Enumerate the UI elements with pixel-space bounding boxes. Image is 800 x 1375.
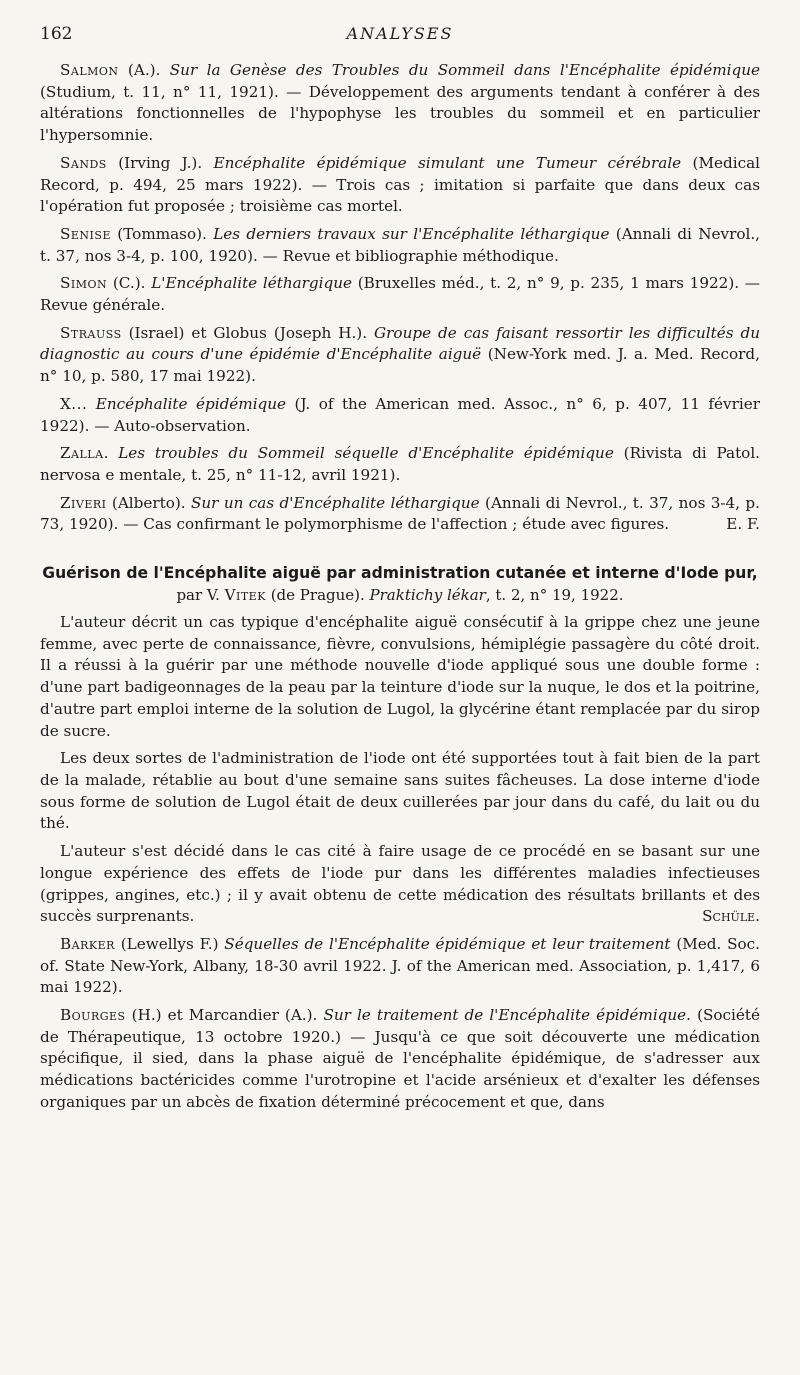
- article-author: Vitek: [224, 586, 266, 605]
- bibliography-entry: [40, 934, 760, 999]
- entry-author-rest: (H.) et Marcandier (A.).: [125, 1006, 324, 1025]
- entry-signature: E. F.: [726, 515, 760, 534]
- entry-author: Barker: [60, 934, 115, 953]
- bibliography-list: [40, 60, 760, 536]
- entry-title: Sur la Genèse des Troubles du Sommeil dans l'Encéphalite épidémique: [169, 61, 760, 79]
- bibliography-entry: [40, 60, 760, 147]
- bibliography-entry: [40, 443, 760, 486]
- entry-title: Encéphalite épidémique simulant une Tumeur cérébrale: [213, 153, 682, 172]
- entry-title: Séquelles de l'Encéphalite épidémique et leur traitement: [224, 934, 671, 953]
- article-paragraph: [40, 841, 760, 928]
- entry-author: Bourges: [60, 1006, 126, 1025]
- bibliography-entry: [40, 394, 760, 437]
- entry-rest: (Med. Soc. of. State New-York, Albany, 18-30 avril 1922. J. of the American med. Association, p. 1,417, 6 mai 1922).: [40, 934, 761, 997]
- entry-author-rest: (Israel) et Globus (Joseph H.).: [121, 323, 375, 342]
- entry-rest: (Annali di Nevrol., t. 37, nos 3-4, p. 73, 1920). — Cas confirmant le polymorphisme de l'affection ; étude avec figures.: [40, 493, 760, 534]
- entry-author-rest: (Lewellys F.): [114, 934, 225, 953]
- entry-rest: (Bruxelles méd., t. 2, n° 9, p. 235, 1 mars 1922). — Revue générale.: [40, 274, 760, 315]
- article-byline-post: (de Prague).: [265, 586, 370, 605]
- article-paragraph: Les deux sortes de l'administration de l'iode ont été supportées tout à fait bien de la part de la malade, rétablie au bout d'une semaine sans suites fâcheuses. La dose interne d'iode sous forme de solution de Lugol était de deux cuillerées par jour dans du café, du lait ou du thé.: [40, 749, 760, 833]
- entry-author: Salmon: [60, 61, 119, 79]
- article-journal: Praktichy lékar: [369, 586, 486, 605]
- entry-rest: (Medical Record, p. 494, 25 mars 1922). — Trois cas ; imitation si parfaite que dans deux cas l'opération fut proposée ; troisième cas mortel.: [40, 153, 760, 216]
- entry-title: L'Encéphalite léthargique: [151, 274, 353, 293]
- entry-author: Sands: [60, 153, 107, 172]
- entry-title: Sur le traitement de l'Encéphalite épidémique.: [323, 1006, 692, 1025]
- entry-author: X...: [60, 394, 88, 413]
- entry-rest: (Annali di Nevrol., t. 37, nos 3-4, p. 100, 1920). — Revue et bibliographie méthodique.: [40, 224, 761, 265]
- article-paragraph-text: L'auteur s'est décidé dans le cas cité à faire usage de ce procédé en se basant sur une longue expérience des effets de l'iode pur dans les différentes maladies infectieuses (grippes, angines, etc.) ; il y avait obtenu de cette médication des résultats brillants et des succès surprenants.: [40, 842, 760, 926]
- entry-author-rest: (Tommaso).: [110, 224, 214, 243]
- entry-rest: (Studium, t. 11, n° 11, 1921). — Développement des arguments tendant à conférer à des altérations fonctionnelles de l'hypophyse les troubles du sommeil et en particulier l'hypersomnie.: [40, 82, 760, 145]
- entry-author-rest: (Irving J.).: [106, 153, 214, 172]
- entry-rest: (Société de Thérapeutique, 13 octobre 1920.) — Jusqu'à ce que soit découverte une médication spécifique, il sied, dans la phase aiguë de l'encéphalite épidémique, de s'adresser aux médications bactéricides comme l'urotropine et l'acide arsénieux et d'exalter les défenses organiques par un abcès de fixation déterminé précocement et que, dans: [40, 1006, 760, 1111]
- entry-title: Les troubles du Sommeil séquelle d'Encéphalite épidémique: [118, 444, 614, 463]
- entry-author-rest: .: [103, 444, 119, 463]
- bibliography-entry: [40, 323, 760, 388]
- article-signature: Schüle.: [702, 907, 760, 926]
- entry-title: Encéphalite épidémique: [95, 394, 287, 413]
- bibliography-entry: [40, 153, 760, 218]
- bibliography-list-2: [40, 934, 760, 1114]
- bibliography-entry: [40, 1005, 760, 1114]
- entry-author: Zalla: [60, 444, 104, 463]
- bibliography-entry: [40, 493, 760, 536]
- entry-rest: (New-York med. J. a. Med. Record, n° 10, p. 580, 17 mai 1922).: [40, 345, 760, 386]
- entry-author-rest: [87, 395, 96, 413]
- entry-author: Senise: [60, 224, 111, 243]
- bibliography-entry: [40, 273, 760, 316]
- entry-author: Strauss: [60, 323, 122, 342]
- running-title: ANALYSES: [346, 24, 454, 43]
- entry-rest: (Rivista di Patol. nervosa e mentale, t. 25, n° 11-12, avril 1921).: [40, 444, 761, 484]
- entry-author-rest: (Alberto).: [106, 493, 191, 512]
- entry-rest: (J. of the American med. Assoc., n° 6, p. 407, 11 février 1922). — Auto-observation.: [40, 394, 760, 435]
- article-byline-pre: par V.: [176, 586, 225, 605]
- article-heading: [40, 562, 760, 606]
- page-body: [40, 60, 760, 1120]
- bibliography-entry: [40, 224, 760, 267]
- entry-title: Sur un cas d'Encéphalite léthargique: [191, 493, 480, 512]
- article-citation: , t. 2, n° 19, 1922.: [485, 586, 624, 605]
- page-number: 162: [40, 24, 73, 44]
- running-header: [40, 24, 760, 50]
- entry-title: Groupe de cas faisant ressortir les difficultés du diagnostic au cours d'une épidémie d'Encéphalite aiguë: [40, 323, 760, 364]
- entry-author-rest: (C.).: [107, 274, 152, 293]
- article-paragraph: L'auteur décrit un cas typique d'encéphalite aiguë consécutif à la grippe chez une jeune femme, avec perte de connaissance, fièvre, convulsions, hémiplégie passagère du côté droit. Il a réussi à la guérir par une méthode nouvelle d'iode appliqué sous une double forme : d'une part badigeonnages de la peau par la teinture d'iode sur la nuque, le dos et la poitrine, d'autre part emploi interne de la solution de Lugol, la glycérine étant remplacée par du sirop de sucre.: [40, 613, 760, 740]
- article: [40, 562, 760, 928]
- entry-author-rest: (A.).: [118, 61, 170, 79]
- entry-author: Ziveri: [60, 493, 107, 512]
- entry-author: Simon: [60, 274, 108, 293]
- entry-title: Les derniers travaux sur l'Encéphalite léthargique: [213, 224, 610, 243]
- article-title: Guérison de l'Encéphalite aiguë par administration cutanée et interne d'Iode pur,: [42, 564, 758, 583]
